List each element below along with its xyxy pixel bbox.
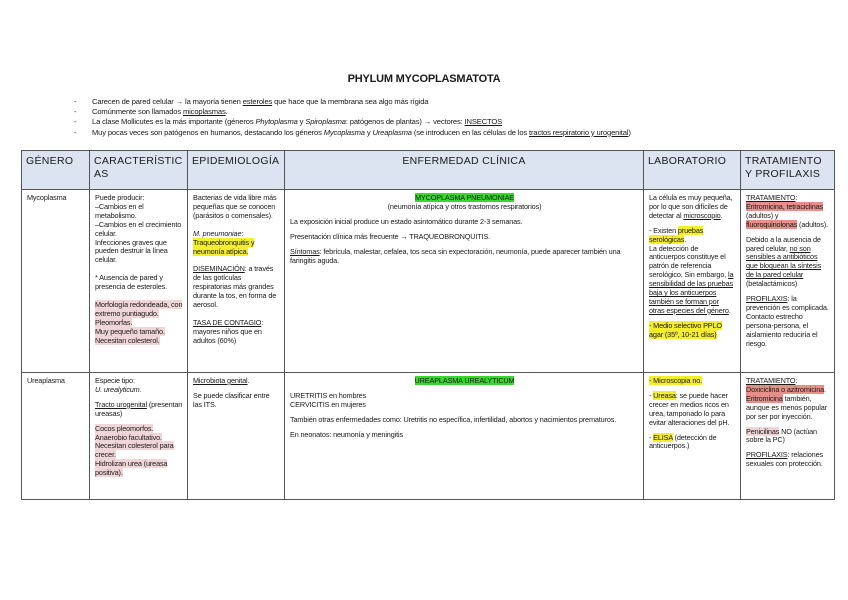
bullet-item: - Muy pocas veces son patógenos en humanos, destacando los géneros Mycoplasma y Ureaplasma (se introducen en las células de los tractos respiratorio y urogenital) [74, 128, 774, 138]
disease-cell: UREAPLASMA UREALYTICUM URETRITIS en hombres CERVICITIS en mujeres También otras enfermedades como: Uretritis no específica, infertilidad, abortos y nacimientos prematuros. En neonatos: neumonía y meningitis [290, 376, 617, 439]
header-enfermedad: ENFERMEDAD CLÍNICA [285, 151, 644, 190]
bacteria-table [21, 150, 835, 500]
table-row [22, 373, 835, 500]
disease-title: MYCOPLASMA PNEUMONIAE [414, 193, 515, 202]
header-epidemiologia: EPIDEMIOLOGÍA [188, 151, 285, 190]
treatment-cell: TRATAMIENTO: Eritromicina, tetraciclinas (adultos) y fluoroquinolonas (adultos). Debido a la ausencia de pared celular, no son sensibles a antibióticos que bloquean la síntesis de la pared celular (betalactámicos) PROFILAXIS: la prevención es complicada. Contacto estrecho persona-persona, el aislamiento reduciría el riesgo. [746, 193, 829, 348]
intro-bullet-list [74, 97, 774, 138]
epidemiology-cell: Microbiota genital. Se puede clasificar entre las ITS. [193, 376, 270, 409]
table-row [22, 190, 835, 373]
bullet-item: - La clase Mollicutes es la más importante (géneros Phytoplasma y Spiroplasma: patógenos de plantas) → vectores: INSECTOS [74, 117, 774, 127]
document-title: PHYLUM MYCOPLASMATOTA [347, 73, 501, 85]
table-header-row [22, 151, 835, 190]
characteristics-cell: Puede producir: –Cambios en el metabolismo. –Cambios en el crecimiento celular. Infecciones graves que pueden destruir la línea celular. * Ausencia de pared y presencia de esteroles. Morfología redondeada, con extremo puntiagudo. Pleomorfas. Muy pequeño tamaño. Necesitan colesterol. [95, 193, 183, 345]
header-genero: GÉNERO [22, 151, 90, 190]
genus-name: Ureaplasma [27, 376, 65, 385]
disease-cell: MYCOPLASMA PNEUMONIAE (neumonía atípica y otros trastornos respiratorios) La exposición inicial produce un estado asintomático durante 2-3 semanas. Presentación clínica más frecuente → TRAQUEOBRONQUITIS. Síntomas: febrícula, malestar, cefalea, tos seca sin expectoración, neumonía, puede aparecer también una faringitis aguda. [290, 193, 621, 265]
header-caracteristicas: CARACTERÍSTICAS [90, 151, 188, 190]
genus-name: Mycoplasma [27, 193, 67, 202]
treatment-cell: TRATAMIENTO: Doxiciclina o azitromicina. Eritromicina también, aunque es menos popular por ser por inyección. Penicilinas NO (actúan sobre la PC) PROFILAXIS: relaciones sexuales con protección. [746, 376, 827, 469]
laboratory-cell: La célula es muy pequeña, por lo que son difíciles de detectar al microscopio. - Existen pruebas serológicas. La detección de anticuerpos constituye el patrón de referencia serológico. Sin embargo, la sensibilidad de las pruebas baja y los anticuerpos también se forman por otras especies del género. - Medio selectivo PPLO agar (35º, 10-21 días) [649, 193, 734, 339]
disease-title: UREAPLASMA UREALYTICUM [414, 376, 515, 385]
characteristics-cell: Especie tipo: U. urealyticum. Tracto urogenital (presentan ureasas) Cocos pleomorfos. Anaerobio facultativo. Necesitan colesterol para crecer. Hidrolizan urea (ureasa positiva). [95, 376, 183, 478]
bullet-item: - Carecen de pared celular → la mayoría tienen esteroles que hace que la membrana sea algo más rígida [74, 97, 774, 107]
laboratory-cell: - Microscopia no. - Ureasa: se puede hacer crecer en medios ricos en urea, tamponado lo para evitar alteraciones del pH. - ELISA (detección de anticuerpos.) [649, 376, 730, 451]
header-tratamiento: TRATAMIENTO Y PROFILAXIS [741, 151, 835, 190]
epidemiology-cell: Bacterias de vida libre más pequeñas que se conocen (parásitos o comensales). M. pneumoniae: Traqueobronquitis y neumonía atípica. DISEMINACIÓN: a través de las gotículas respiratorias más grandes durante la tos, en forma de aerosol. TASA DE CONTAGIO: mayores niños que en adultos (60%) [193, 193, 277, 345]
header-laboratorio: LABORATORIO [644, 151, 741, 190]
bullet-item: - Comúnmente son llamados micoplasmas. [74, 107, 774, 117]
